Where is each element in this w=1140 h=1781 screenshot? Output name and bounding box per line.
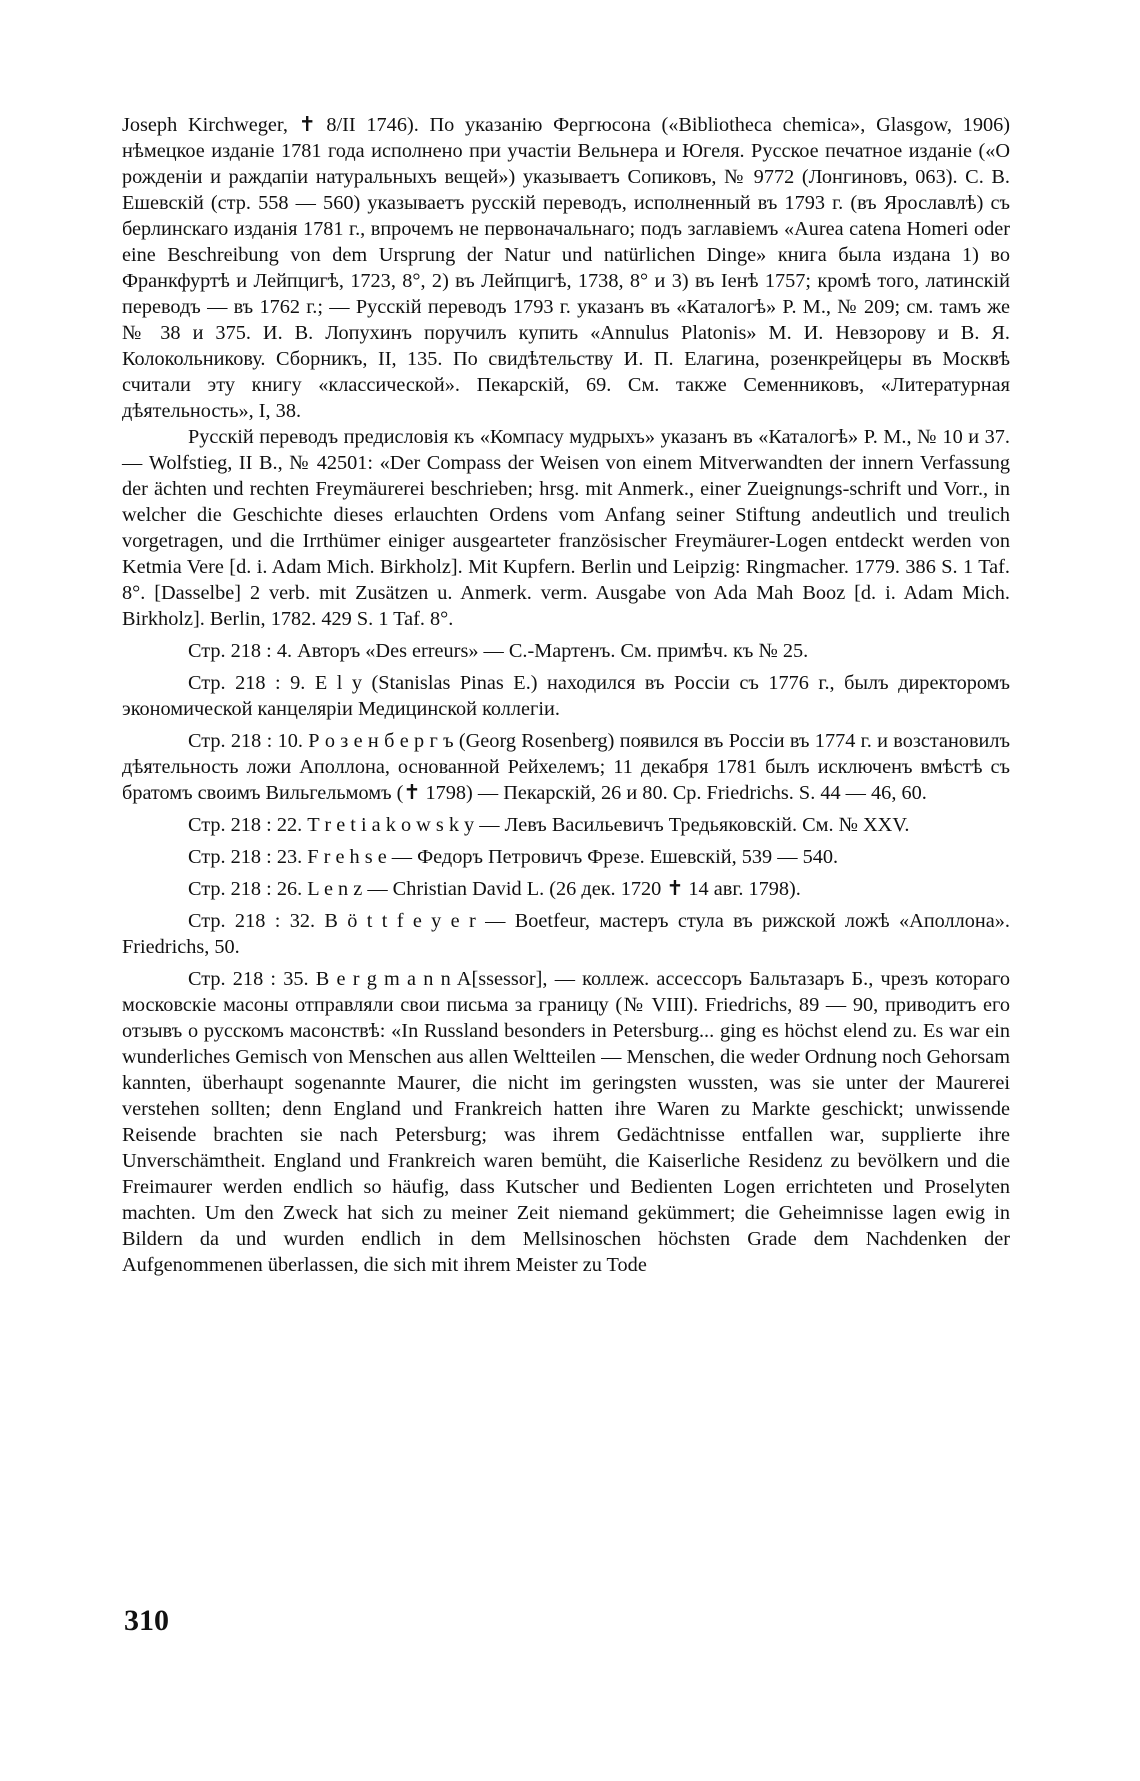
note-218-9: Стр. 218 : 9. E l y (Stanislas Pinas E.) находился въ Россіи съ 1776 г., былъ директоромъ экономической канцеляріи Медицинской коллегіи. [122,672,1010,720]
page-body [122,112,1010,1278]
note-218-10: Стр. 218 : 10. Р о з е н б е р г ъ (Georg Rosenberg) появился въ Россіи въ 1774 г. и возстановилъ дѣятельность ложи Аполлона, основанной Рейхелемъ; 11 декабря 1781 былъ исключенъ вмѣстѣ съ братомъ своимъ Вильгельмомъ (✝ 1798) — Пекарскій, 26 и 80. Ср. Friedrichs. S. 44 — 46, 60. [122,730,1010,804]
note-218-22: Стр. 218 : 22. T r e t i a k o w s k y — Левъ Васильевичъ Тредьяковскій. См. № XXV. [188,814,910,836]
note-218-32: Стр. 218 : 32. B ö t t f e y e r — Boetfeur, мастеръ стула въ рижской ложѣ «Аполлона». Friedrichs, 50. [122,910,1010,958]
note-218-23: Стр. 218 : 23. F r e h s e — Федоръ Петровичъ Фрезе. Ешевскій, 539 — 540. [188,846,839,868]
paragraph-continuation: Joseph Kirchweger, ✝ 8/II 1746). По указанію Фергюсона («Bibliotheca chemica», Glasgow, 1906) нѣмецкое изданіе 1781 года исполнено при участіи Вельнера и Югеля. Русское печатное изданіе («О рожденіи и раждапіи натуральныхъ вещей») указываетъ Сопиковъ, № 9772 (Лонгиновъ, 063). С. В. Ешевскій (стр. 558 — 560) указываетъ русскій переводъ, исполненный въ 1793 г. (въ Ярославлѣ) съ берлинскаго изданія 1781 г., впрочемъ не первоначальнаго; подъ заглавіемъ «Aurea catena Homeri oder eine Beschreibung von dem Ursprung der Natur und natürlichen Dinge» книга была издана 1) во Франкфуртѣ и Лейпцигѣ, 1723, 8°, 2) въ Лейпцигѣ, 1738, 8° и 3) въ Іенѣ 1757; кромѣ того, латинскій переводъ — въ 1762 г.; — Русскій переводъ 1793 г. указанъ въ «Каталогѣ» P. M., № 209; см. тамъ же № 38 и 375. И. В. Лопухинъ поручилъ купить «Annulus Platonis» М. И. Невзорову и В. Я. Колокольникову. Сборникъ, II, 135. По свидѣтельству И. П. Елагина, розенкрейцеры въ Москвѣ считали эту книгу «классической». Пекарскій, 69. См. также Семенниковъ, «Литературная дѣятельность», I, 38. [122,114,1010,422]
page-number: 310 [124,1604,169,1637]
note-218-26: Стр. 218 : 26. L e n z — Christian David L. (26 дек. 1720 ✝ 14 авг. 1798). [188,878,801,900]
note-218-35: Стр. 218 : 35. B e r g m a n n A[ssessor], — коллеж. ассессоръ Бальтазаръ Б., чрезъ котораго московскіе масоны отправляли свои письма за границу (№ VIII). Friedrichs, 89 — 90, приводитъ его отзывъ о русскомъ масонствѣ: «In Russland besonders in Petersburg... ging es höchst elend zu. Es war ein wunderliches Gemisch von Menschen aus allen Weltteilen — Menschen, die weder Ordnung noch Gehorsam kannten, überhaupt sogenannte Maurer, die nicht im geringsten wussten, was sie unter der Maurerei verstehen sollten; denn England und Frankreich hatten ihre Waren zu Markte geschickt; unwissende Reisende brachten sie nach Petersburg; was ihrem Gedächtnisse entfallen war, supplierte ihre Unverschämtheit. England und Frankreich waren bemüht, die Kaiserliche Residenz zu bevölkern und die Freimaurer werden endlich so häufig, dass Kutscher und Bedienten Logen errichteten und Proselyten machten. Um den Zweck hat sich zu meiner Zeit niemand gekümmert; die Geheimnisse lagen ewig in Bildern da und wurden endlich in dem Mellsinoschen höchsten Grade dem Nachdenken der Aufgenommenen überlassen, die sich mit ihrem Meister zu Tode [122,968,1010,1276]
note-218-4: Стр. 218 : 4. Авторъ «Des erreurs» — С.-Мартенъ. См. примѣч. къ № 25. [188,640,809,662]
paragraph-compass-translation: Русскій переводъ предисловія къ «Компасу мудрыхъ» указанъ въ «Каталогѣ» P. M., № 10 и 37. — Wolfstieg, II В., № 42501: «Der Compass der Weisen von einem Mitverwandten der innern Verfassung der ächten und rechten Freymäurerei beschrieben; hrsg. mit Anmerk., einer Zueignungs-schrift und Vorr., in welcher die Geschichte dieses erlauchten Ordens vom Anfang seiner Stiftung andeutlich und treulich vorgetragen, und die Irrthümer einiger ausgearteter französischer Freymäurer-Logen entdeckt werden von Ketmia Vere [d. i. Adam Mich. Birkholz]. Mit Kupfern. Berlin und Leipzig: Ringmacher. 1779. 386 S. 1 Taf. 8°. [Dasselbe] 2 verb. mit Zusätzen u. Anmerk. verm. Ausgabe von Ada Mah Booz [d. i. Adam Mich. Birkholz]. Berlin, 1782. 429 S. 1 Taf. 8°. [122,426,1010,630]
